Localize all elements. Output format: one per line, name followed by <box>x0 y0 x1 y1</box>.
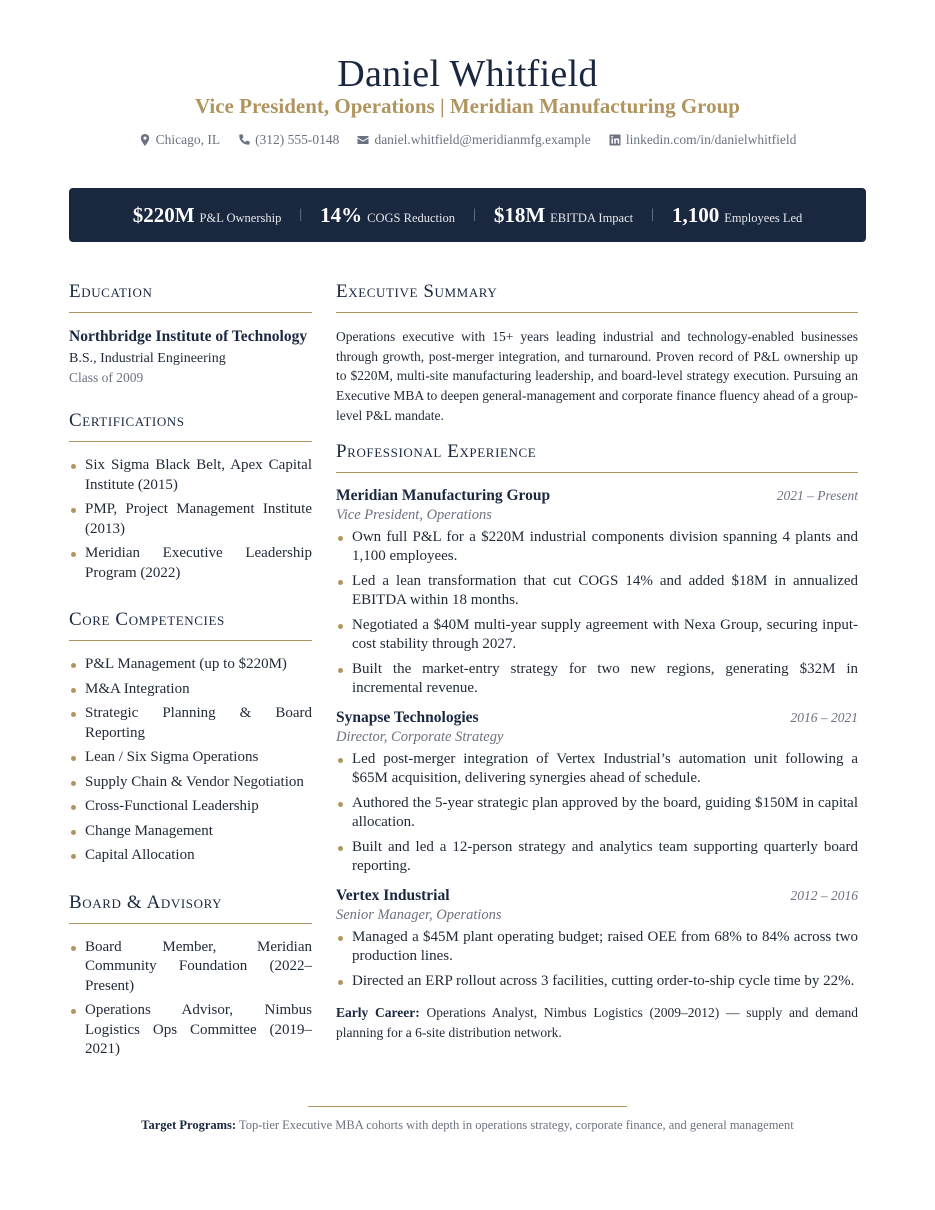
job-company: Vertex Industrial <box>336 886 450 904</box>
stat-item <box>672 203 802 228</box>
competencies-section <box>69 608 312 866</box>
job-header <box>336 709 858 727</box>
job-company: Synapse Technologies <box>336 708 479 726</box>
phone-icon <box>238 134 250 146</box>
early-career-label: Early Career: <box>336 1005 420 1021</box>
list-item: Own full P&L for a $220M industrial components division spanning 4 plants and 1,100 employees. <box>336 528 858 567</box>
stat-separator: | <box>299 207 303 222</box>
list-item: Board Member, Meridian Community Foundation (2022–Present) <box>69 938 312 997</box>
education-class: Class of 2009 <box>69 370 144 385</box>
list-item: Led a lean transformation that cut COGS 14% and added $18M in annualized EBITDA within 18 months. <box>336 572 858 611</box>
footer-text: Top-tier Executive MBA cohorts with depth in operations strategy, corporate finance, and general management <box>238 1118 794 1132</box>
list-item: Lean / Six Sigma Operations <box>69 748 312 768</box>
list-item: Operations Advisor, Nimbus Logistics Ops Committee (2019–2021) <box>69 1001 312 1060</box>
list-item: Six Sigma Black Belt, Apex Capital Institute (2015) <box>69 456 312 495</box>
job-company: Meridian Manufacturing Group <box>336 486 551 504</box>
stat-item <box>494 203 633 228</box>
list-item: Authored the 5-year strategic plan approved by the board, guiding $150M in capital allocation. <box>336 794 858 833</box>
stat-label: COGS Reduction <box>367 210 456 225</box>
stat-item <box>133 203 282 228</box>
list-item: Supply Chain & Vendor Negotiation <box>69 773 312 793</box>
list-item: Cross-Functional Leadership <box>69 797 312 817</box>
job-dates: 2016 – 2021 <box>790 709 858 725</box>
list-item: Built the market-entry strategy for two new regions, generating $32M in incremental revenue. <box>336 660 858 699</box>
envelope-icon <box>357 134 369 146</box>
certifications-list <box>69 456 312 583</box>
competencies-list <box>69 655 312 866</box>
list-item: Built and led a 12-person strategy and analytics team supporting quarterly board reporting. <box>336 838 858 877</box>
section-title: Professional Experience <box>336 440 858 473</box>
list-item: Managed a $45M plant operating budget; raised OEE from 68% to 84% across two production lines. <box>336 928 858 967</box>
summary-text: Operations executive with 15+ years leading industrial and technology-enabled businesses through growth, post-merger integration, and turnaround. Proven record of P&L ownership up to $220M, multi-site manufacturing leadership, and board-level strategy execution. Pursuing an Executive MBA to deepen general-management and corporate finance fluency ahead of a group-level P&L mandate. <box>336 329 858 423</box>
early-career <box>336 1003 858 1042</box>
list-item: M&A Integration <box>69 680 312 700</box>
job-dates: 2021 – Present <box>776 487 858 503</box>
list-item: Directed an ERP rollout across 3 facilities, cutting order-to-ship cycle time by 22%. <box>336 972 858 992</box>
list-item: Meridian Executive Leadership Program (2022) <box>69 544 312 583</box>
job-bullets <box>336 528 858 699</box>
board-list <box>69 938 312 1060</box>
list-item: Strategic Planning & Board Reporting <box>69 704 312 743</box>
job-entry <box>336 709 858 877</box>
education-degree: B.S., Industrial Engineering <box>69 351 226 366</box>
footer <box>0 1118 935 1133</box>
education-school: Northbridge Institute of Technology <box>69 328 308 345</box>
job-dates: 2012 – 2016 <box>790 887 858 903</box>
contact-phone <box>238 132 339 148</box>
list-item: Led post-merger integration of Vertex Industrial’s automation unit following a $65M acquisition, delivering synergies ahead of schedule. <box>336 750 858 789</box>
contact-linkedin <box>609 132 797 148</box>
board-section <box>69 891 312 1060</box>
linkedin-icon <box>609 134 621 146</box>
candidate-name: Daniel Whitfield <box>337 53 598 95</box>
contact-email <box>357 132 590 148</box>
list-item: P&L Management (up to $220M) <box>69 655 312 675</box>
section-title: Education <box>69 280 312 313</box>
early-career-text: Operations Analyst, Nimbus Logistics (2009–2012) — supply and demand planning for a 6-site distribution network. <box>336 1005 859 1040</box>
job-bullets <box>336 750 858 877</box>
contact-location <box>139 132 220 148</box>
section-title: Board & Advisory <box>69 891 312 924</box>
section-title: Core Competencies <box>69 608 312 641</box>
stat-value: $220M <box>132 202 195 227</box>
candidate-subtitle: Vice President, Operations | Meridian Manufacturing Group <box>195 94 740 118</box>
education-section <box>69 280 312 387</box>
location-text: Chicago, IL <box>155 132 221 147</box>
job-role: Director, Corporate Strategy <box>336 728 504 745</box>
list-item: Capital Allocation <box>69 846 312 866</box>
summary-section <box>336 280 858 426</box>
stat-label: EBITDA Impact <box>550 210 634 225</box>
list-item: Negotiated a $40M multi-year supply agreement with Nexa Group, securing input-cost stability through 2027. <box>336 616 858 655</box>
job-role: Senior Manager, Operations <box>336 906 502 923</box>
footer-divider <box>308 1106 627 1107</box>
stat-value: $18M <box>493 202 546 227</box>
stat-value: 14% <box>320 202 363 227</box>
contact-bar <box>0 130 935 150</box>
job-role: Vice President, Operations <box>336 506 492 523</box>
footer-label: Target Programs: <box>141 1118 237 1132</box>
job-header <box>336 887 858 905</box>
certifications-section <box>69 409 312 583</box>
email-link[interactable]: daniel.whitfield@meridianmfg.example <box>374 132 591 147</box>
stat-item <box>320 203 455 228</box>
stat-separator: | <box>473 207 476 222</box>
stat-value: 1,100 <box>671 202 720 227</box>
experience-section <box>336 440 858 1043</box>
job-entry <box>336 487 858 699</box>
list-item: PMP, Project Management Institute (2013) <box>69 500 312 539</box>
stats-banner <box>69 188 866 242</box>
phone-text[interactable]: (312) 555-0148 <box>255 132 340 147</box>
job-bullets <box>336 928 858 992</box>
map-marker-icon <box>139 134 151 146</box>
linkedin-link[interactable]: linkedin.com/in/danielwhitfield <box>625 132 797 147</box>
stat-label: Employees Led <box>724 210 803 225</box>
stat-separator: | <box>651 207 654 222</box>
stat-label: P&L Ownership <box>199 210 282 225</box>
left-column <box>69 280 312 1065</box>
job-entry <box>336 887 858 992</box>
section-title: Certifications <box>69 409 312 442</box>
right-column <box>336 280 858 1042</box>
list-item: Change Management <box>69 822 312 842</box>
section-title: Executive Summary <box>336 280 858 313</box>
job-header <box>336 487 858 505</box>
